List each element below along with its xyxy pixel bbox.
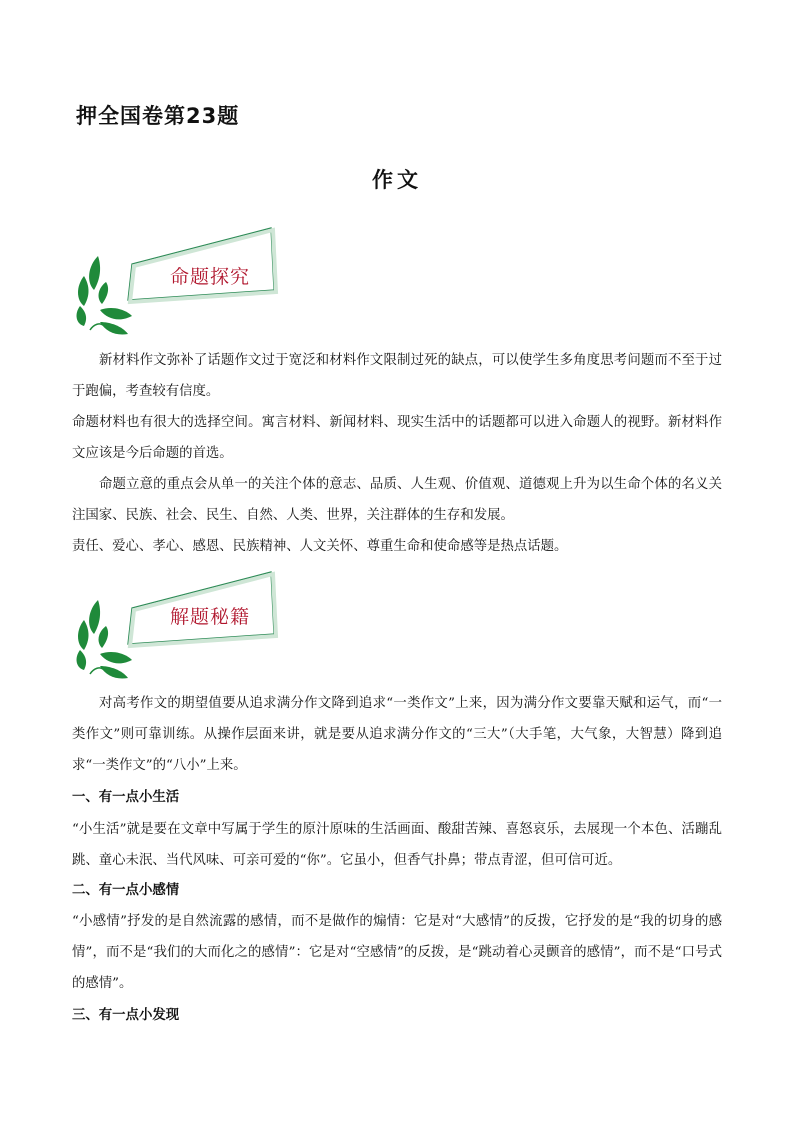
point-heading: 三、有一点小发现 [72,1008,180,1023]
body-paragraph: 新材料作文弥补了话题作文过于宽泛和材料作文限制过死的缺点，可以使学生多角度思考问题而不至于过于跑偏，考查较有信度。 [72,353,722,399]
section-banner-mingti [70,226,285,341]
body-paragraph: 命题立意的重点会从单一的关注个体的意志、品质、人生观、价值观、道德观上升为以生命个体的名义关注国家、民族、社会、民生、自然、人类、世界，关注群体的生存和发展。 [72,477,722,523]
point-heading: 一、有一点小生活 [72,790,180,805]
section-banner-jieti [70,570,285,685]
point-paragraph: “小感情”抒发的是自然流露的感情，而不是做作的煽情：它是对“大感情”的反拨，它抒发的是“我的切身的感情”，而不是“我们的大而化之的感情”：它是对“空感情”的反拨，是“跳动着心灵颤音的感情”，而不是“口号式的感情”。 [72,914,722,991]
intro-paragraph: 对高考作文的期望值要从追求满分作文降到追求“一类作文”上来，因为满分作文要靠天赋和运气，而“一类作文”则可靠训练。从操作层面来讲，就是要从追求满分作文的“三大”（大手笔，大气象，大智慧）降到追求“一类作文”的“八小”上来。 [72,696,722,773]
point-heading: 二、有一点小感情 [72,883,180,898]
point-paragraph: “小生活”就是要在文章中写属于学生的原汁原味的生活画面、酸甜苦辣、喜怒哀乐，去展现一个本色、活蹦乱跳、童心未泯、当代风味、可亲可爱的“你”。它虽小，但香气扑鼻；带点青涩，但可信可近。 [72,822,722,868]
document-title: 押全国卷第23题 [76,104,240,128]
body-paragraph: 命题材料也有很大的选择空间。寓言材料、新闻材料、现实生活中的话题都可以进入命题人的视野。新材料作文应该是今后命题的首选。 [72,415,722,461]
subject-title: 作文 [372,168,422,192]
body-paragraph: 责任、爱心、孝心、感恩、民族精神、人文关怀、尊重生命和使命感等是热点话题。 [72,539,568,554]
banner-label-mingti: 命题探究 [169,266,250,288]
banner-label-jieti: 解题秘籍 [169,606,250,628]
